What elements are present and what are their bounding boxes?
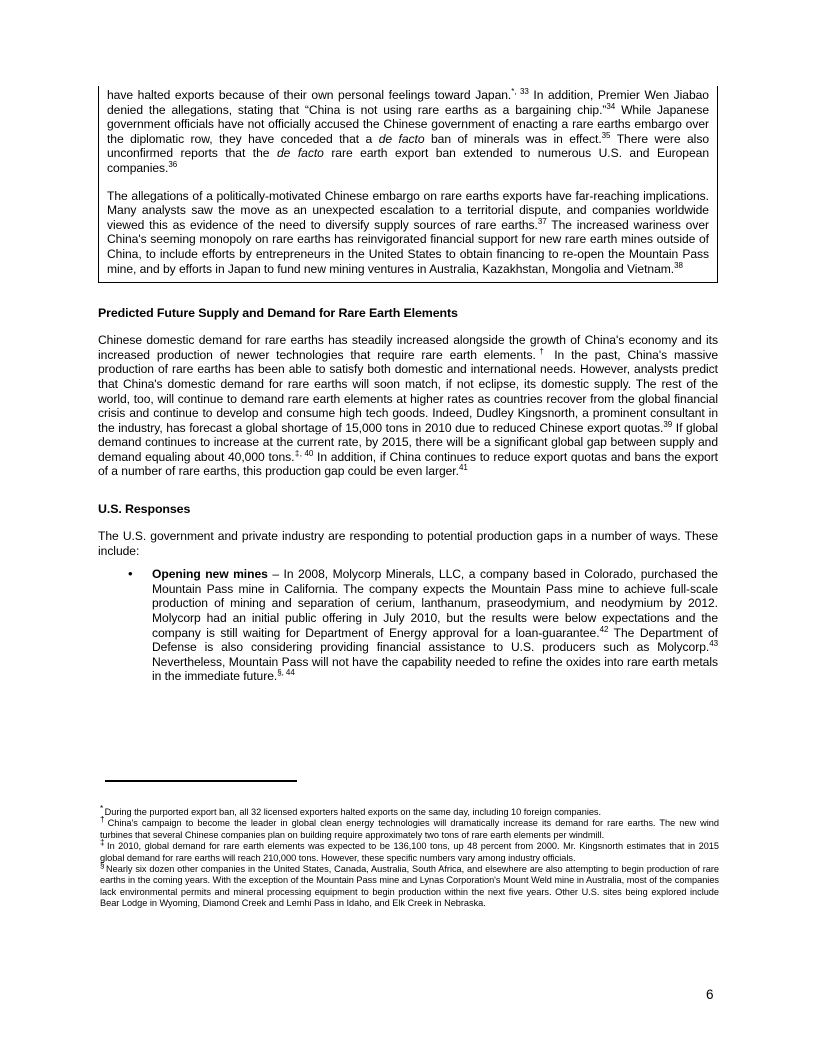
paragraph-supply-demand: Chinese domestic demand for rare earths has steadily increased alongside the growth of China's economy and its increased production of newer technologies that require rare earth elements.† In the past, China's massive production of rare earths has been able to satisfy both domestic and international needs. However, analysts predict that China's domestic demand for rare earths will soon match, if not eclipse, its domestic supply. The rest of the world, too, will continue to demand rare earth elements at higher rates as countries recover from the global financial crisis and continue to develop and consume high tech goods. Indeed, Dudley Kingsnorth, a prominent consultant in the industry, has forecast a global shortage of 15,000 tons in 2010 due to reduced Chinese export quotas.$^{39}$ If global demand continues to increase at the current rate, by 2015, there will be a significant global gap between supply and demand equaling about 40,000 tons.$^{\ddagger, 40}$ In addition, if China continues to reduce export quotas and bans the export of a number of rare earths, this production gap could be even larger.$^{41}$ <box>98 333 719 479</box>
us-responses-list <box>98 567 718 684</box>
list-item-text: Opening new mines – In 2008, Molycorp Minerals, LLC, a company based in Colorado, purchased the Mountain Pass mine in California. The company expects the Mountain Pass mine to achieve full-scale production of mining and separation of cerium, lanthanum, praseodymium, and neodymium by 2012. Molycorp had an initial public offering in July 2010, but the results were below expectations and the company is still waiting for Department of Energy approval for a loan-guarantee.$^{42}$ The Department of Defense is also considering providing financial assistance to U.S. producers such as Molycorp.$^{43}$ Nevertheless, Mountain Pass will not have the capability needed to refine the oxides into rare earth metals in the immediate future.$^{\S, 44}$ <box>152 567 718 684</box>
footnote-marker: * <box>100 803 104 813</box>
footnote-text: In 2010, global demand for rare earth elements was expected to be 136,100 tons, up 48 percent from 2000. Mr. Kingsnorth estimates that in 2015 global demand for rare earths will reach 210,000 tons. However, these specific numbers vary among industry officials. <box>100 841 719 863</box>
spacer <box>98 320 718 333</box>
footnote-section-sign <box>100 860 719 910</box>
spacer <box>98 479 718 502</box>
spacer <box>98 558 718 567</box>
footnote-marker: ‡ <box>100 838 106 848</box>
footnote-dagger <box>100 815 719 841</box>
heading-us-responses: U.S. Responses <box>98 502 191 517</box>
spacer <box>98 516 718 529</box>
list-item <box>98 567 718 684</box>
footnote-double-dagger <box>100 838 719 864</box>
footnote-text: During the purported export ban, all 32 licensed exporters halted exports on the same day, including 10 foreign companies. <box>104 807 602 817</box>
page-content <box>98 86 718 684</box>
footnote-text: Nearly six dozen other companies in the United States, Canada, Australia, South Africa, and elsewhere are also attempting to begin production of rare earths in the coming years. With the exception of the Mountain Pass mine and Lynas Corporation's Mount Weld mine in Australia, most of the companies lack environmental permits and mineral processing equipment to begin production within the next five years. Other U.S. sites being explored include Bear Lodge in Wyoming, Diamond Creek and Lemhi Pass in Idaho, and Elk Creek in Nebraska. <box>100 864 719 909</box>
footnote-separator-rule <box>105 780 297 782</box>
page-number: 6 <box>706 987 714 1002</box>
footnote-asterisk <box>100 803 719 818</box>
bullet-icon: • <box>128 566 133 582</box>
highlighted-change-box <box>98 86 718 283</box>
footnote-text: China's campaign to become the leader in global clean energy technologies will dramatically increase its demand for rare earths. The new wind turbines that several Chinese companies plan on building require approximately two tons of rare earth elements per windmill. <box>100 818 719 840</box>
footnote-marker: † <box>100 815 107 825</box>
footnote-marker: § <box>100 860 105 870</box>
footnotes-block <box>100 803 719 910</box>
paragraph-us-responses-intro: The U.S. government and private industry are responding to potential production gaps in a number of ways. These include: <box>98 529 718 558</box>
paragraph-embargo-denials: have halted exports because of their own personal feelings toward Japan.$^{*, 33}$ In addition, Premier Wen Jiabao denied the allegations, stating that “China is not using rare earths as a bargaining chip.”$^{34}$ While Japanese government officials have not officially accused the Chinese government of enacting a rare earths embargo over the diplomatic row, they have conceded that a de facto ban of minerals was in effect.$^{35}$ There were also unconfirmed reports that the de facto rare earth export ban extended to numerous U.S. and European companies.$^{36}$ <box>107 86 709 175</box>
heading-predicted-future-supply-and-demand: Predicted Future Supply and Demand for Rare Earth Elements <box>98 306 458 321</box>
paragraph-embargo-implications: The allegations of a politically-motivated Chinese embargo on rare earths exports have far-reaching implications. Many analysts saw the move as an unexpected escalation to a territorial dispute, and companies worldwide viewed this as evidence of the need to diversify supply sources of rare earths.$^{37}$ The increased wariness over China's seeming monopoly on rare earths has reinvigorated financial support for new rare earth mines outside of China, to include efforts by entrepreneurs in the United States to obtain financing to re-open the Mountain Pass mine, and by efforts in Japan to fund new mining ventures in Australia, Kazakhstan, Mongolia and Vietnam.$^{38}$ <box>107 188 709 276</box>
spacer <box>98 283 718 306</box>
